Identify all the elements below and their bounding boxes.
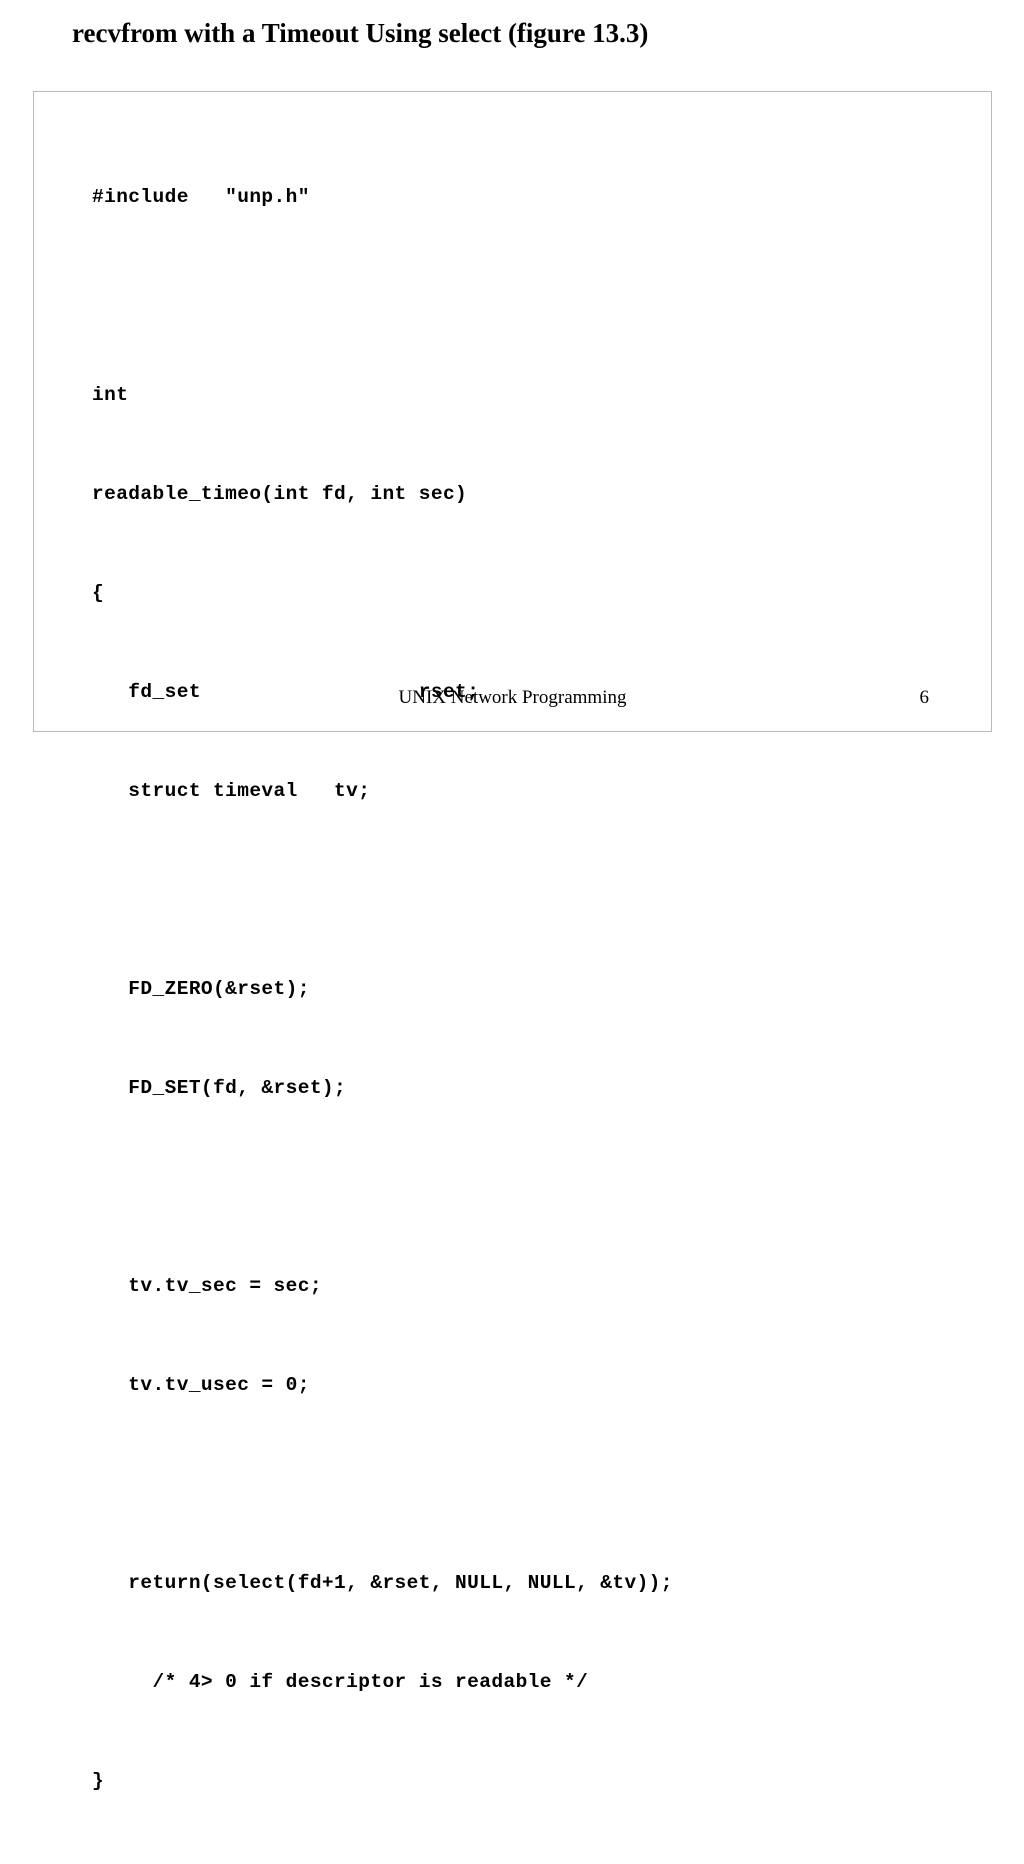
code-line <box>92 1468 971 1501</box>
code-line: int <box>92 384 129 406</box>
code-line: } <box>92 1770 105 1792</box>
code-line: tv.tv_usec = 0; <box>92 1374 310 1396</box>
code-line <box>92 1171 971 1204</box>
code-line: #include "unp.h" <box>92 186 310 208</box>
code-listing <box>92 115 971 1864</box>
code-line: return(select(fd+1, &rset, NULL, NULL, &tv)); <box>92 1572 673 1594</box>
code-line <box>92 874 971 907</box>
code-line: FD_ZERO(&rset); <box>92 978 310 1000</box>
footer-title: UNIX Network Programming <box>398 687 627 708</box>
code-line <box>92 280 971 313</box>
code-line: { <box>92 582 105 604</box>
code-line: readable_timeo(int fd, int sec) <box>92 483 468 505</box>
slide-footer <box>34 687 991 713</box>
code-line: /* 4> 0 if descriptor is readable */ <box>92 1671 589 1693</box>
page-title: recvfrom with a Timeout Using select (figure 13.3) <box>72 18 649 48</box>
code-line: tv.tv_sec = sec; <box>92 1275 322 1297</box>
code-line: fd_set rset; <box>92 681 480 703</box>
code-panel <box>33 91 992 1792</box>
page-number: 6 <box>919 687 929 708</box>
code-line: FD_SET(fd, &rset); <box>92 1077 347 1099</box>
code-line: struct timeval tv; <box>92 780 371 802</box>
